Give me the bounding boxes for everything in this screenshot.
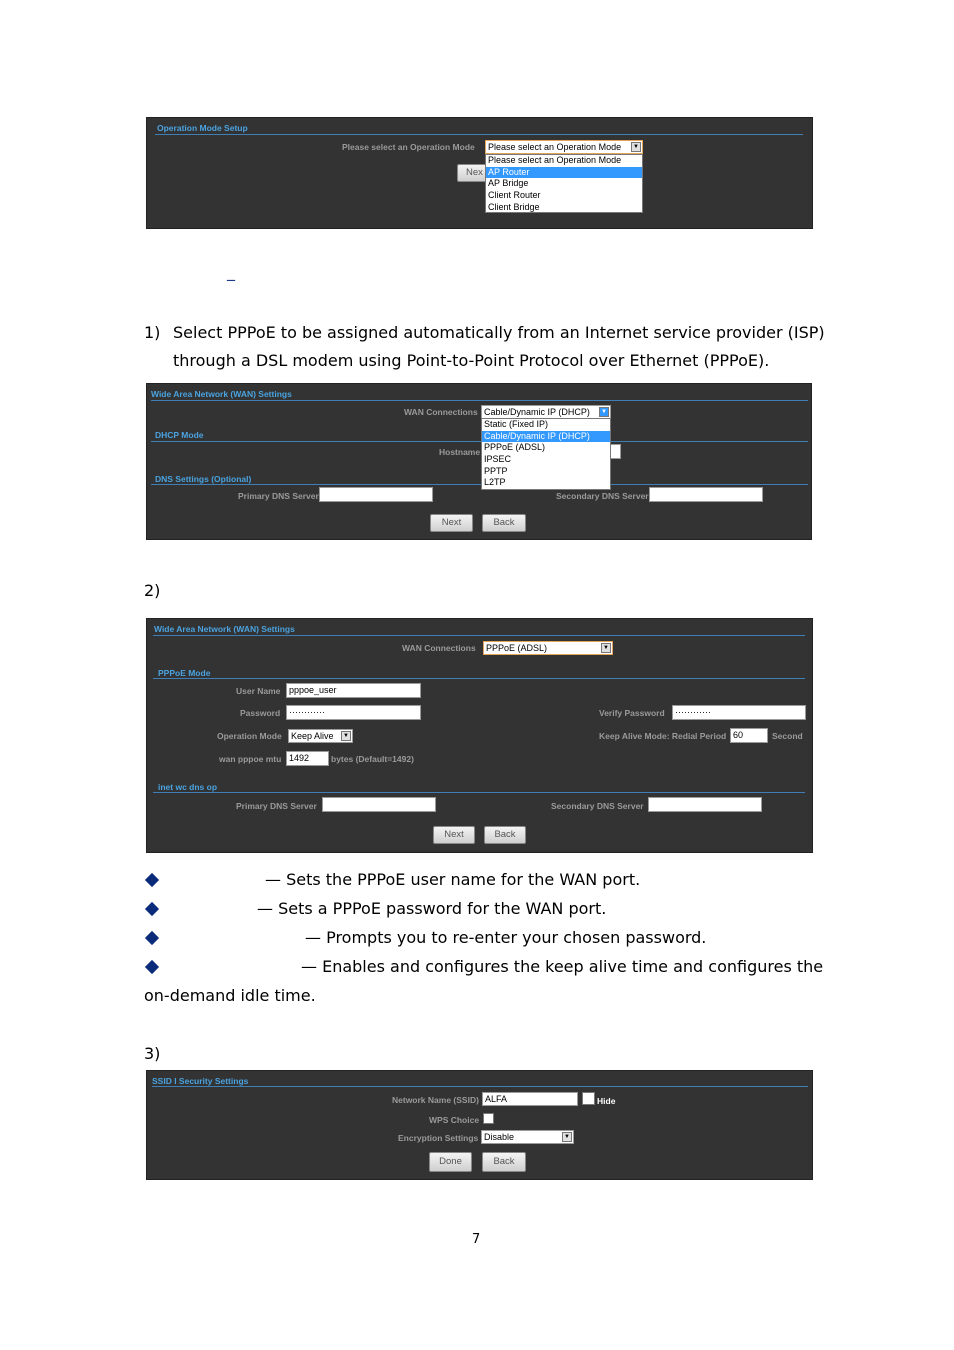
step-number: 2) xyxy=(144,581,161,600)
encryption-value: Disable xyxy=(484,1132,515,1142)
pppoe-settings-panel xyxy=(146,618,813,853)
wan-connections-label: WAN Connections xyxy=(402,643,476,653)
section-title: Operation Mode Setup xyxy=(157,123,248,133)
section-title: PPPoE Mode xyxy=(158,668,211,678)
operation-mode-select[interactable] xyxy=(485,140,643,154)
section-title: DNS Settings (Optional) xyxy=(155,474,252,484)
bullet-diamond-icon xyxy=(145,902,159,916)
wan-connections-dropdown[interactable] xyxy=(481,418,611,490)
dropdown-option[interactable]: AP Bridge xyxy=(488,178,529,189)
verify-password-input[interactable]: ············ xyxy=(672,705,806,720)
bullet-continuation: on-demand idle time. xyxy=(144,986,316,1005)
section-divider xyxy=(153,792,805,793)
section-divider xyxy=(151,484,808,485)
section-title: Wide Area Network (WAN) Settings xyxy=(151,389,292,399)
wan-connections-select[interactable] xyxy=(483,641,613,655)
bullet-text: — Sets a PPPoE password for the WAN port. xyxy=(257,899,607,918)
section-divider xyxy=(153,635,805,636)
chevron-down-icon[interactable]: ▼ xyxy=(341,731,351,741)
dropdown-option[interactable]: PPPoE (ADSL) xyxy=(484,442,546,453)
password-label: Password xyxy=(240,708,281,718)
wan-connections-select[interactable] xyxy=(481,405,611,419)
section-divider xyxy=(151,441,808,442)
secondary-dns-label: Secondary DNS Server xyxy=(551,801,644,811)
secondary-dns-input[interactable] xyxy=(649,487,763,502)
hide-checkbox[interactable] xyxy=(582,1092,595,1105)
wan-connections-label: WAN Connections xyxy=(404,407,478,417)
wps-choice-label: WPS Choice xyxy=(429,1115,480,1125)
dropdown-option[interactable]: Client Router xyxy=(488,190,541,201)
operation-mode-panel xyxy=(146,117,813,229)
redial-unit-label: Second xyxy=(772,731,803,741)
step-text: through a DSL modem using Point-to-Point Protocol over Ethernet (PPPoE). xyxy=(173,351,770,370)
primary-dns-input[interactable] xyxy=(322,797,436,812)
password-input[interactable]: ············ xyxy=(286,705,421,720)
secondary-dns-label: Secondary DNS Server xyxy=(556,491,649,501)
section-title: DHCP Mode xyxy=(155,430,204,440)
page-number: 7 xyxy=(472,1232,481,1247)
bullet-text: — Sets the PPPoE user name for the WAN port. xyxy=(265,870,641,889)
next-button[interactable]: Nex xyxy=(457,164,487,182)
operation-mode-label: Operation Mode xyxy=(217,731,282,741)
section-divider xyxy=(151,400,808,401)
ssid-label: Network Name (SSID) xyxy=(392,1095,479,1105)
section-divider xyxy=(155,134,803,135)
chevron-down-icon[interactable]: ▼ xyxy=(599,407,609,417)
bullet-diamond-icon xyxy=(145,873,159,887)
dropdown-option[interactable]: IPSEC xyxy=(484,454,512,465)
hostname-label: Hostname xyxy=(439,447,481,457)
bullet-text: — Prompts you to re-enter your chosen password. xyxy=(305,928,707,947)
wan-settings-panel xyxy=(146,383,812,540)
wps-checkbox[interactable] xyxy=(483,1113,494,1124)
keep-alive-label: Keep Alive Mode: Redial Period xyxy=(599,731,727,741)
wan-connections-value: PPPoE (ADSL) xyxy=(486,643,548,653)
bullet-text: — Enables and configures the keep alive time and configures the xyxy=(301,957,824,976)
encryption-select[interactable] xyxy=(481,1130,574,1144)
section-divider xyxy=(153,678,805,679)
operation-mode-label: Please select an Operation Mode xyxy=(342,142,475,152)
done-button[interactable]: Done xyxy=(429,1152,472,1172)
chevron-down-icon[interactable]: ▼ xyxy=(601,643,611,653)
primary-dns-input[interactable] xyxy=(319,487,433,502)
primary-dns-label: Primary DNS Server xyxy=(238,491,319,501)
step-number: 1) xyxy=(144,323,161,342)
section-title: Wide Area Network (WAN) Settings xyxy=(154,624,295,634)
mtu-input[interactable]: 1492 xyxy=(286,751,329,766)
next-button[interactable]: Next xyxy=(433,826,475,844)
section-title: SSID I Security Settings xyxy=(152,1076,249,1086)
operation-mode-select[interactable] xyxy=(288,729,353,743)
dropdown-option[interactable]: PPTP xyxy=(484,465,508,476)
redial-period-input[interactable]: 60 xyxy=(730,728,768,743)
operation-mode-value: Keep Alive xyxy=(291,731,334,741)
section-title: inet wc dns op xyxy=(158,782,218,792)
dropdown-option[interactable]: L2TP xyxy=(484,477,506,488)
dropdown-option[interactable]: Please select an Operation Mode xyxy=(488,155,622,165)
secondary-dns-input[interactable] xyxy=(648,797,762,812)
step-text: Select PPPoE to be assigned automatically from an Internet service provider (ISP) xyxy=(173,323,825,342)
section-divider xyxy=(152,1086,808,1087)
underline-mark: _ xyxy=(227,262,235,281)
user-name-label: User Name xyxy=(236,686,281,696)
primary-dns-label: Primary DNS Server xyxy=(236,801,317,811)
operation-mode-dropdown[interactable] xyxy=(485,154,643,213)
ssid-input[interactable]: ALFA xyxy=(482,1092,578,1106)
next-button[interactable]: Next xyxy=(430,514,473,532)
dropdown-option[interactable]: AP Router xyxy=(486,167,642,179)
wan-connections-value: Cable/Dynamic IP (DHCP) xyxy=(484,407,590,417)
dropdown-option[interactable]: Static (Fixed IP) xyxy=(484,419,549,429)
dropdown-option[interactable]: Cable/Dynamic IP (DHCP) xyxy=(482,431,610,443)
user-name-input[interactable]: pppoe_user xyxy=(286,683,421,698)
mtu-note: bytes (Default=1492) xyxy=(331,754,414,764)
bullet-diamond-icon xyxy=(145,931,159,945)
chevron-down-icon[interactable]: ▼ xyxy=(562,1132,572,1142)
hide-label: Hide xyxy=(597,1096,616,1106)
encryption-label: Encryption Settings xyxy=(398,1133,479,1143)
back-button[interactable]: Back xyxy=(482,1152,526,1172)
mtu-label: wan pppoe mtu xyxy=(219,754,282,764)
back-button[interactable]: Back xyxy=(482,514,526,532)
operation-mode-value: Please select an Operation Mode xyxy=(488,142,622,152)
verify-password-label: Verify Password xyxy=(599,708,665,718)
bullet-diamond-icon xyxy=(145,960,159,974)
dropdown-option[interactable]: Client Bridge xyxy=(488,201,540,212)
step-number: 3) xyxy=(144,1044,161,1063)
back-button[interactable]: Back xyxy=(484,826,526,844)
ssid-security-panel xyxy=(146,1070,813,1180)
chevron-down-icon[interactable]: ▼ xyxy=(631,142,641,152)
